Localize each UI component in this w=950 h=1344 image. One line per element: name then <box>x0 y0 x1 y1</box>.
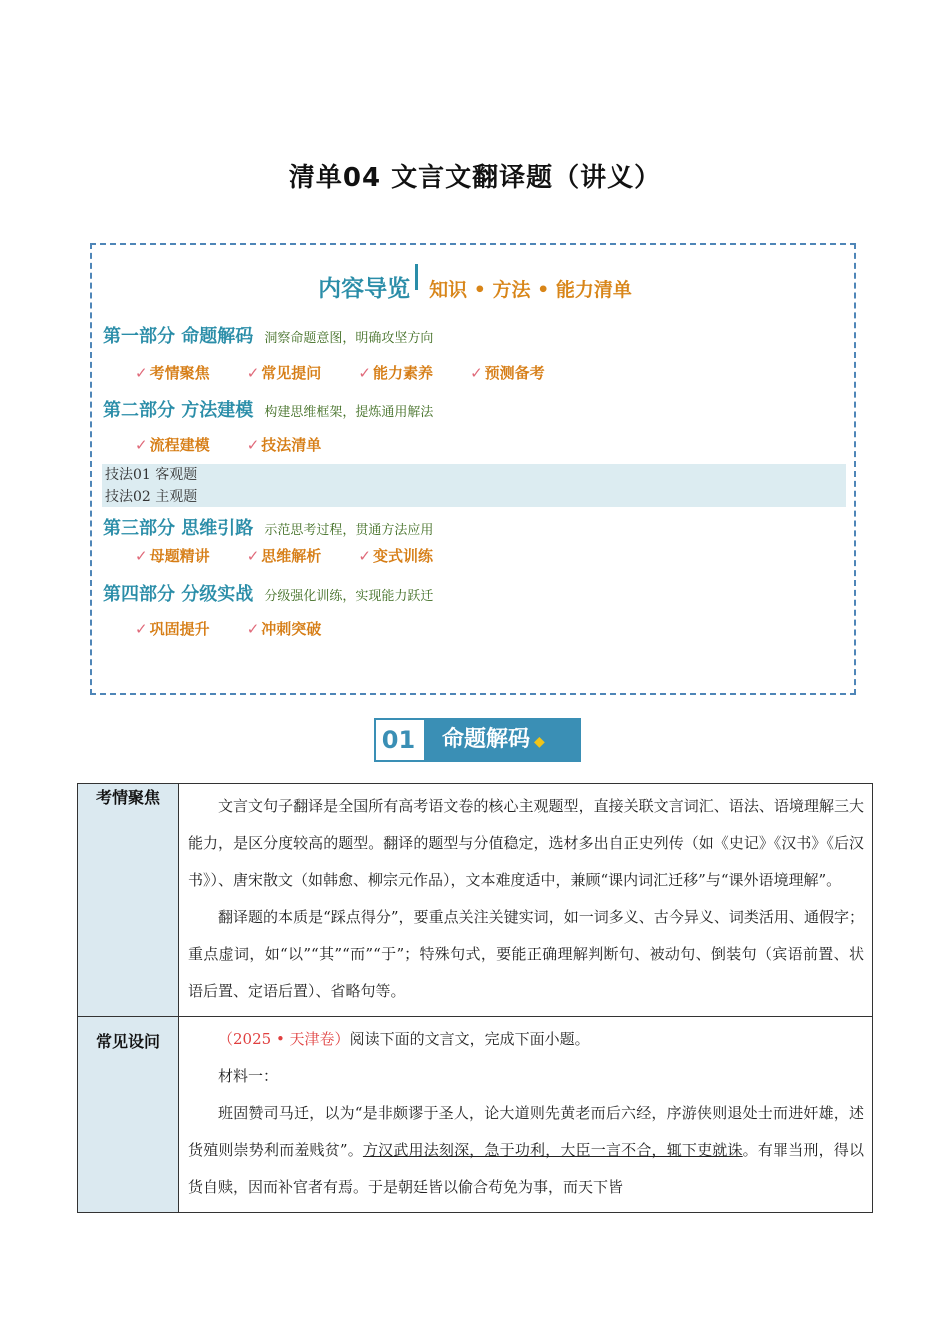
tag-item[interactable]: ✓ 流程建模 <box>135 436 210 454</box>
material-label: 材料一： <box>218 1067 279 1085</box>
tag-item[interactable]: ✓ 母题精讲 <box>135 547 210 565</box>
part-3-desc: 示范思考过程，贯通方法应用 <box>264 523 434 538</box>
row-header-questions: 常见设问 <box>78 1017 179 1213</box>
question-source: （2025 • 天津卷） <box>218 1030 350 1048</box>
technique-item[interactable]: 技法01 客观题 <box>105 467 198 483</box>
part-1-desc: 洞察命题意图，明确攻坚方向 <box>264 331 434 346</box>
check-icon: ✓ <box>470 364 483 382</box>
row-content-questions <box>179 1017 873 1213</box>
part-4-heading <box>103 580 433 606</box>
row-header-focus: 考情聚焦 <box>78 784 179 1017</box>
part-2-tags <box>135 434 353 455</box>
part-1-title: 第一部分 命题解码 <box>103 326 254 347</box>
technique-item[interactable]: 技法02 主观题 <box>105 489 198 505</box>
check-icon: ✓ <box>135 547 148 565</box>
check-icon: ✓ <box>246 547 260 565</box>
overview-title: 内容导览 <box>318 270 416 303</box>
technique-list <box>102 464 846 507</box>
part-3-title: 第三部分 思维引路 <box>103 518 254 539</box>
check-icon: ✓ <box>135 436 148 454</box>
check-icon: ✓ <box>246 436 260 454</box>
tag-item[interactable]: ✓ 变式训练 <box>358 547 433 565</box>
part-2-title: 第二部分 方法建模 <box>103 400 254 421</box>
part-4-desc: 分级强化训练，实现能力跃迁 <box>264 589 434 604</box>
tag-item[interactable]: ✓ 技法清单 <box>246 436 322 454</box>
diamond-icon: ◆ <box>534 734 545 750</box>
part-1-heading <box>103 322 433 348</box>
paragraph: 文言文句子翻译是全国所有高考语文卷的核心主观题型，直接关联文言词汇、语法、语境理解三大能力，是区分度较高的题型。翻译的题型与分值稳定，选材多出自正史列传（如《史记》《汉书》《后汉书》）、唐宋散文（如韩愈、柳宗元作品），文本难度适中，兼顾“课内词汇迁移”与“课外语境理解”。 <box>188 797 864 889</box>
tag-item[interactable]: ✓ 常见提问 <box>246 364 322 382</box>
part-2-heading <box>103 396 433 422</box>
tag-item[interactable]: ✓ 考情聚焦 <box>135 364 210 382</box>
check-icon: ✓ <box>135 364 148 382</box>
part-4-tags <box>135 618 353 639</box>
part-1-tags <box>135 362 577 383</box>
section-label-box <box>424 720 579 760</box>
table-row <box>78 1017 873 1213</box>
section-label: 命题解码 <box>442 727 531 752</box>
paragraph: 翻译题的本质是“踩点得分”，要重点关注关键实词，如一词多义、古今异义、词类活用、通假字；重点虚词，如“以”“其”“而”“于”；特殊句式，要能正确理解判断句、被动句、倒装句（宾语前置、状语后置、定语后置）、省略句等。 <box>188 908 864 1000</box>
overview-header <box>0 270 950 303</box>
tag-item[interactable]: ✓ 巩固提升 <box>135 620 210 638</box>
overview-subtitle: 知识 • 方法 • 能力清单 <box>429 279 632 301</box>
part-4-title: 第四部分 分级实战 <box>103 584 254 605</box>
check-icon: ✓ <box>246 364 260 382</box>
document-title: 清单04 文言文翻译题（讲义） <box>288 163 662 193</box>
part-3-tags <box>135 545 465 566</box>
part-3-heading <box>103 514 433 540</box>
check-icon: ✓ <box>135 620 148 638</box>
section-number: 01 <box>381 726 416 754</box>
tag-item[interactable]: ✓ 预测备考 <box>470 364 545 382</box>
material-text: 班固赞司马迁，以为“是非颇谬于圣人，论大道则先黄老而后六经，序游侠则退处士而进奸雄，述货殖则崇势利而羞贱贫”。方汉武用法刻深，急于功利，大臣一言不合，辄下吏就诛。有罪当刑，得以货自赎，因而补官者有焉。于是朝廷皆以偷合苟免为事，而天下皆 <box>188 1104 864 1196</box>
part-2-desc: 构建思维框架，提炼通用解法 <box>264 405 434 420</box>
tag-item[interactable]: ✓ 能力素养 <box>358 364 433 382</box>
exam-info-table <box>77 783 873 1213</box>
section-badge <box>374 718 581 762</box>
check-icon: ✓ <box>246 620 260 638</box>
table-row <box>78 784 873 1017</box>
tag-item[interactable]: ✓ 冲刺突破 <box>246 620 322 638</box>
question-intro: （2025 • 天津卷）阅读下面的文言文，完成下面小题。 <box>218 1030 590 1048</box>
check-icon: ✓ <box>358 547 371 565</box>
check-icon: ✓ <box>358 364 371 382</box>
row-content-focus <box>179 784 873 1017</box>
tag-item[interactable]: ✓ 思维解析 <box>246 547 322 565</box>
underlined-sentence: 方汉武用法刻深，急于功利，大臣一言不合，辄下吏就诛 <box>362 1141 743 1159</box>
